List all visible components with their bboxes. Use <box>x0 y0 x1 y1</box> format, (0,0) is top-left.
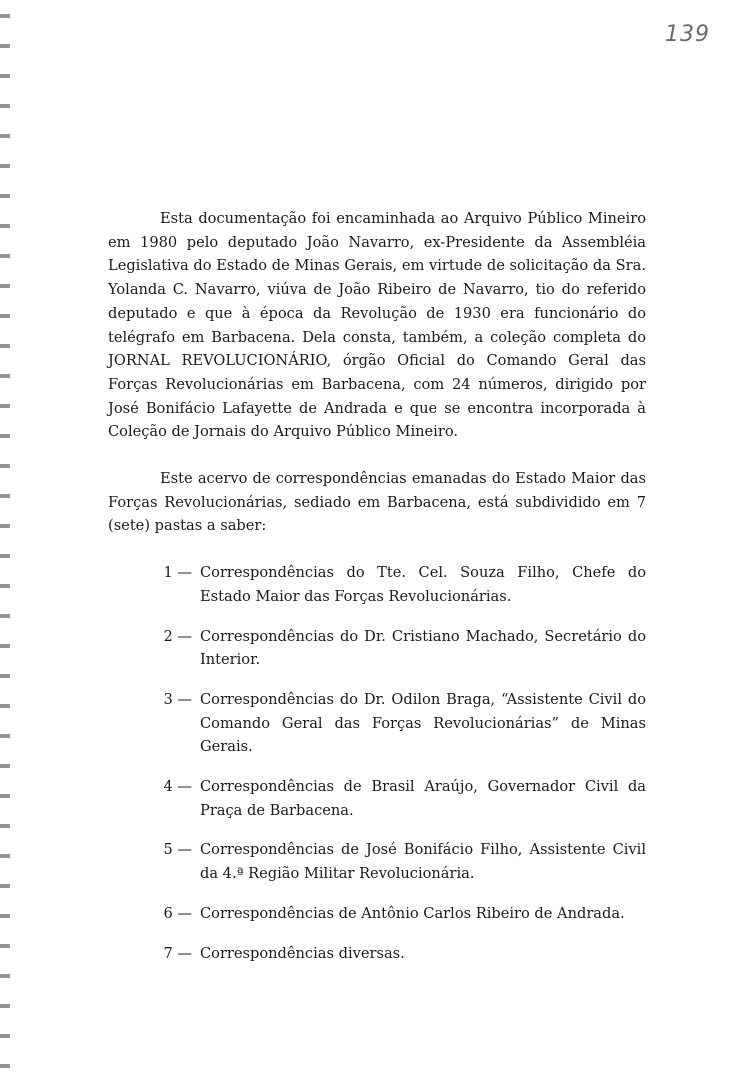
intro-paragraph: Esta documentação foi encaminhada ao Arquivo Público Mineiro em 1980 pelo deputado João Navarro, ex-Presidente da Assembléia Legislativa do Estado de Minas Gerais, em virtude de solicitação da Sra. Yolanda C. Navarro, viúva de João Ribeiro de Navarro, tio do referido deputado e que à época da Revolução de 1930 era funcionário do telégrafo em Barbacena. Dela consta, também, a coleção completa do JORNAL REVOLUCIONÁRIO, órgão Oficial do Comando Geral das Forças Revolucionárias em Barbacena, com 24 números, dirigido por José Bonifácio Lafayette de Andrada e que se encontra incorporada à Coleção de Jornais do Arquivo Público Mineiro. <box>108 210 646 441</box>
list-item <box>108 902 646 926</box>
document-body <box>108 207 646 981</box>
list-item <box>108 561 646 608</box>
item-number: 2 — <box>163 627 192 645</box>
item-text: Correspondências de José Bonifácio Filho, Assistente Civil da 4.ª Região Militar Revolucionária. <box>200 841 646 883</box>
item-text: Correspondências de Antônio Carlos Ribeiro de Andrada. <box>200 904 625 922</box>
list-item <box>108 775 646 822</box>
list-item <box>108 625 646 672</box>
item-number: 6 — <box>163 904 192 922</box>
folder-list <box>108 561 646 965</box>
list-item <box>108 942 646 966</box>
list-item <box>108 688 646 759</box>
item-text: Correspondências do Dr. Cristiano Machado, Secretário do Interior. <box>200 627 646 669</box>
item-number: 5 — <box>163 841 192 859</box>
collection-paragraph: Este acervo de correspondências emanadas do Estado Maior das Forças Revolucionárias, sediado em Barbacena, está subdividido em 7 (sete) pastas a saber: <box>108 470 646 535</box>
item-number: 3 — <box>163 690 192 708</box>
binding-edge <box>0 0 10 1079</box>
item-number: 7 — <box>163 944 192 962</box>
item-text: Correspondências de Brasil Araújo, Governador Civil da Praça de Barbacena. <box>200 778 646 819</box>
item-text: Correspondências do Tte. Cel. Souza Filho, Chefe do Estado Maior das Forças Revolucionárias. <box>200 564 646 605</box>
list-item <box>108 838 646 885</box>
page-number: 139 <box>665 22 710 47</box>
item-number: 4 — <box>163 778 192 796</box>
item-text: Correspondências do Dr. Odilon Braga, “Assistente Civil do Comando Geral das Forças Revolucionárias” de Minas Gerais. <box>200 690 646 756</box>
item-text: Correspondências diversas. <box>200 944 405 962</box>
item-number: 1 — <box>163 564 192 582</box>
